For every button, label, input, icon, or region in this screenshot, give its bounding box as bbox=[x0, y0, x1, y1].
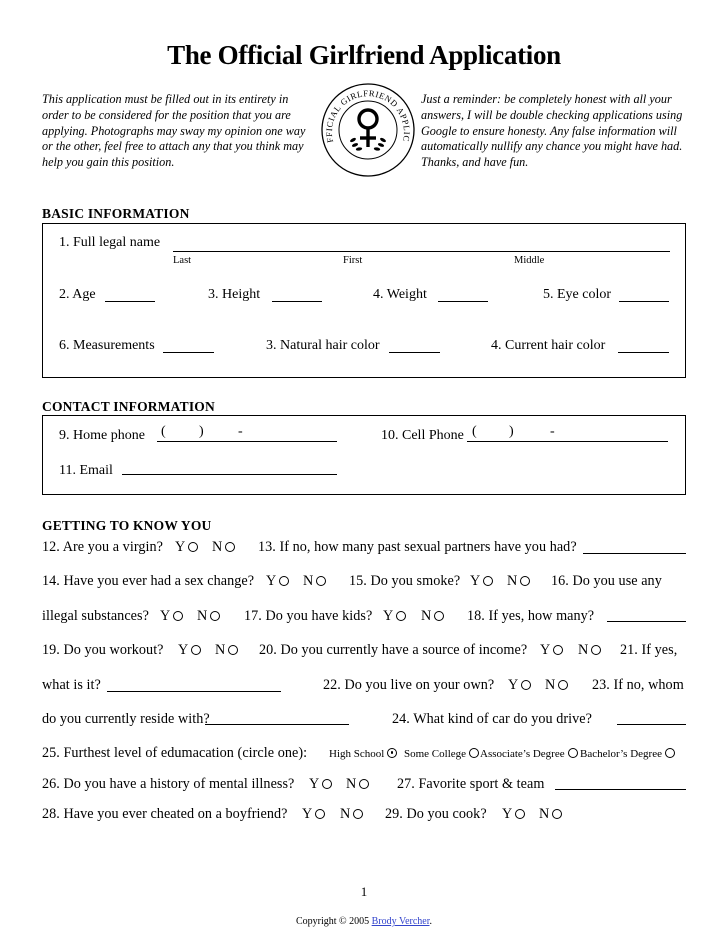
q17-no-circle-icon[interactable] bbox=[434, 611, 444, 621]
copyright-text: Copyright © 2005 bbox=[295, 916, 370, 927]
q12-yes-circle-icon[interactable] bbox=[188, 542, 198, 552]
no-label: N bbox=[545, 677, 556, 693]
yes-label: Y bbox=[266, 573, 277, 589]
natural-hair-color-field[interactable] bbox=[389, 352, 440, 353]
home-phone-label: 9. Home phone bbox=[59, 428, 145, 443]
q14-yes-option[interactable] bbox=[266, 573, 289, 590]
q13-answer-field[interactable] bbox=[583, 553, 686, 554]
question-16-text-part2: illegal substances? bbox=[42, 608, 149, 624]
question-19-text: 19. Do you workout? bbox=[42, 642, 164, 658]
footer bbox=[0, 916, 728, 927]
no-label: N bbox=[539, 806, 550, 822]
question-14-text: 14. Have you ever had a sex change? bbox=[42, 573, 255, 589]
option-label: High School bbox=[329, 748, 385, 760]
no-label: N bbox=[507, 573, 518, 589]
question-23-text-part2: do you currently reside with? bbox=[42, 711, 210, 727]
author-link[interactable]: Brody Vercher bbox=[371, 916, 430, 927]
q22-no-circle-icon[interactable] bbox=[558, 680, 568, 690]
page-title: The Official Girlfriend Application bbox=[167, 40, 561, 70]
q26-no-circle-icon[interactable] bbox=[359, 779, 369, 789]
current-hair-color-label: 4. Current hair color bbox=[491, 338, 606, 353]
venus-symbol-icon bbox=[359, 110, 377, 147]
question-16-text-part1: 16. Do you use any bbox=[551, 573, 662, 589]
q16-yes-circle-icon[interactable] bbox=[173, 611, 183, 621]
weight-field[interactable] bbox=[438, 301, 488, 302]
natural-hair-color-label: 3. Natural hair color bbox=[266, 338, 380, 353]
question-20-text: 20. Do you currently have a source of income? bbox=[259, 642, 528, 658]
home-phone-dash: - bbox=[238, 424, 243, 439]
question-13-text: 13. If no, how many past sexual partners have you had? bbox=[258, 539, 577, 555]
yes-label: Y bbox=[178, 642, 189, 658]
q22-yes-circle-icon[interactable] bbox=[521, 680, 531, 690]
page-number: 1 bbox=[360, 884, 368, 899]
q14-yes-circle-icon[interactable] bbox=[279, 576, 289, 586]
q28-yes-option[interactable] bbox=[302, 806, 325, 823]
q27-answer-field[interactable] bbox=[555, 789, 686, 790]
official-seal bbox=[320, 82, 416, 178]
q15-no-circle-icon[interactable] bbox=[520, 576, 530, 586]
q28-no-option[interactable] bbox=[340, 806, 363, 823]
question-21-text-part1: 21. If yes, bbox=[620, 642, 678, 658]
yes-label: Y bbox=[508, 677, 519, 693]
cell-phone-dash: - bbox=[550, 424, 555, 439]
option-label: Associate’s Degree bbox=[480, 748, 565, 760]
q17-yes-circle-icon[interactable] bbox=[396, 611, 406, 621]
question-24-text: 24. What kind of car do you drive? bbox=[392, 711, 593, 727]
q26-no-option[interactable] bbox=[346, 776, 369, 793]
q19-no-circle-icon[interactable] bbox=[228, 645, 238, 655]
home-phone-field[interactable] bbox=[157, 441, 337, 442]
q14-no-option[interactable] bbox=[303, 573, 326, 590]
yes-label: Y bbox=[470, 573, 481, 589]
weight-label: 4. Weight bbox=[373, 287, 427, 302]
q26-yes-option[interactable] bbox=[309, 776, 332, 793]
no-label: N bbox=[578, 642, 589, 658]
email-label: 11. Email bbox=[59, 463, 113, 478]
no-label: N bbox=[212, 539, 223, 555]
height-field[interactable] bbox=[272, 301, 322, 302]
q18-answer-field[interactable] bbox=[607, 621, 686, 622]
q17-yes-option[interactable] bbox=[383, 608, 406, 625]
question-15-text: 15. Do you smoke? bbox=[349, 573, 461, 589]
yes-label: Y bbox=[309, 776, 320, 792]
q25-option-associates-degree[interactable] bbox=[480, 748, 578, 760]
q16-no-circle-icon[interactable] bbox=[210, 611, 220, 621]
current-hair-color-field[interactable] bbox=[618, 352, 669, 353]
yes-label: Y bbox=[383, 608, 394, 624]
q23-answer-field[interactable] bbox=[205, 724, 349, 725]
email-field[interactable] bbox=[122, 474, 337, 475]
q26-yes-circle-icon[interactable] bbox=[322, 779, 332, 789]
q29-no-circle-icon[interactable] bbox=[552, 809, 562, 819]
no-label: N bbox=[346, 776, 357, 792]
cell-phone-paren-close: ) bbox=[509, 424, 514, 439]
option-label: Bachelor’s Degree bbox=[580, 748, 662, 760]
q25-option-some-college[interactable] bbox=[404, 748, 479, 760]
cell-phone-label: 10. Cell Phone bbox=[381, 428, 464, 443]
question-25-text: 25. Furthest level of edumacation (circle one): bbox=[42, 745, 308, 761]
no-label: N bbox=[303, 573, 314, 589]
q15-yes-option[interactable] bbox=[470, 573, 493, 590]
q19-yes-circle-icon[interactable] bbox=[191, 645, 201, 655]
q25-associates-circle-icon[interactable] bbox=[568, 748, 578, 758]
question-12 bbox=[42, 539, 163, 556]
q15-yes-circle-icon[interactable] bbox=[483, 576, 493, 586]
no-label: N bbox=[215, 642, 226, 658]
q15-no-option[interactable] bbox=[507, 573, 530, 590]
getting-to-know-you-heading: GETTING TO KNOW YOU bbox=[42, 518, 212, 533]
q25-high-school-circle-icon[interactable] bbox=[387, 748, 397, 758]
question-17-text: 17. Do you have kids? bbox=[244, 608, 373, 624]
intro-right-text: Just a reminder: be completely honest with all your answers, I will be double checking applications using Google to ensure honesty. Any false information will automatically nullify any chance you might have had. Thanks, and have fun. bbox=[421, 92, 683, 170]
q29-yes-circle-icon[interactable] bbox=[515, 809, 525, 819]
q22-no-option[interactable] bbox=[545, 677, 568, 694]
q28-yes-circle-icon[interactable] bbox=[315, 809, 325, 819]
q12-no-option[interactable] bbox=[212, 539, 235, 556]
middle-name-caption: Middle bbox=[514, 255, 545, 266]
yes-label: Y bbox=[302, 806, 313, 822]
yes-label: Y bbox=[175, 539, 186, 555]
cell-phone-field[interactable] bbox=[467, 441, 668, 442]
option-label: Some College bbox=[404, 748, 467, 760]
cell-phone-paren-open: ( bbox=[472, 424, 477, 439]
question-27-text: 27. Favorite sport & team bbox=[397, 776, 545, 792]
q25-option-bachelors-degree[interactable] bbox=[580, 748, 675, 760]
full-legal-name-field[interactable] bbox=[173, 251, 670, 252]
home-phone-paren-open: ( bbox=[161, 424, 166, 439]
question-21-text-part2: what is it? bbox=[42, 677, 101, 693]
age-field[interactable] bbox=[105, 301, 155, 302]
q29-no-option[interactable] bbox=[539, 806, 562, 823]
question-28-text: 28. Have you ever cheated on a boyfriend? bbox=[42, 806, 288, 822]
q25-option-high-school[interactable] bbox=[329, 748, 397, 760]
basic-information-heading: BASIC INFORMATION bbox=[42, 206, 190, 221]
q22-yes-option[interactable] bbox=[508, 677, 531, 694]
q19-yes-option[interactable] bbox=[178, 642, 201, 659]
contact-information-heading: CONTACT INFORMATION bbox=[42, 399, 215, 414]
question-29-text: 29. Do you cook? bbox=[385, 806, 487, 822]
question-22-text: 22. Do you live on your own? bbox=[323, 677, 495, 693]
q25-some-college-circle-icon[interactable] bbox=[469, 748, 479, 758]
no-label: N bbox=[340, 806, 351, 822]
q17-no-option[interactable] bbox=[421, 608, 444, 625]
eye-color-label: 5. Eye color bbox=[543, 287, 612, 302]
question-18-text: 18. If yes, how many? bbox=[467, 608, 595, 624]
question-23-text-part1: 23. If no, whom bbox=[592, 677, 684, 693]
last-name-caption: Last bbox=[173, 255, 192, 266]
intro-left-text: This application must be filled out in its entirety in order to be considered for the position that you are applying. Photographs may sway my opinion one way or the other, feel free to attach any that you think may help you gain this position. bbox=[42, 92, 306, 170]
full-legal-name-label: 1. Full legal name bbox=[59, 235, 161, 250]
question-12-text: 12. Are you a virgin? bbox=[42, 539, 163, 555]
q20-no-option[interactable] bbox=[578, 642, 601, 659]
question-26-text: 26. Do you have a history of mental illness? bbox=[42, 776, 295, 792]
seal-text: FFICIAL GIRLFRIEND APPLIC bbox=[323, 88, 413, 144]
yes-label: Y bbox=[540, 642, 551, 658]
q25-bachelors-circle-icon[interactable] bbox=[665, 748, 675, 758]
svg-text:THE OFFICIAL GIRLFRIEND APPLIC bbox=[320, 82, 412, 144]
q16-no-option[interactable] bbox=[197, 608, 220, 625]
q16-yes-option[interactable] bbox=[160, 608, 183, 625]
first-name-caption: First bbox=[343, 255, 363, 266]
q29-yes-option[interactable] bbox=[502, 806, 525, 823]
q12-no-circle-icon[interactable] bbox=[225, 542, 235, 552]
q14-no-circle-icon[interactable] bbox=[316, 576, 326, 586]
age-label: 2. Age bbox=[59, 287, 96, 302]
yes-label: Y bbox=[502, 806, 513, 822]
height-label: 3. Height bbox=[208, 287, 261, 302]
q19-no-option[interactable] bbox=[215, 642, 238, 659]
q12-yes-option[interactable] bbox=[175, 539, 198, 556]
measurements-label: 6. Measurements bbox=[59, 338, 155, 353]
q28-no-circle-icon[interactable] bbox=[353, 809, 363, 819]
contact-information-box bbox=[42, 415, 686, 495]
footer-period: . bbox=[429, 916, 432, 927]
no-label: N bbox=[421, 608, 432, 624]
eye-color-field[interactable] bbox=[619, 301, 669, 302]
q24-answer-field[interactable] bbox=[617, 724, 686, 725]
no-label: N bbox=[197, 608, 208, 624]
measurements-field[interactable] bbox=[163, 352, 214, 353]
q21-answer-field[interactable] bbox=[107, 691, 281, 692]
q20-yes-circle-icon[interactable] bbox=[553, 645, 563, 655]
home-phone-paren-close: ) bbox=[199, 424, 204, 439]
yes-label: Y bbox=[160, 608, 171, 624]
q20-yes-option[interactable] bbox=[540, 642, 563, 659]
q20-no-circle-icon[interactable] bbox=[591, 645, 601, 655]
